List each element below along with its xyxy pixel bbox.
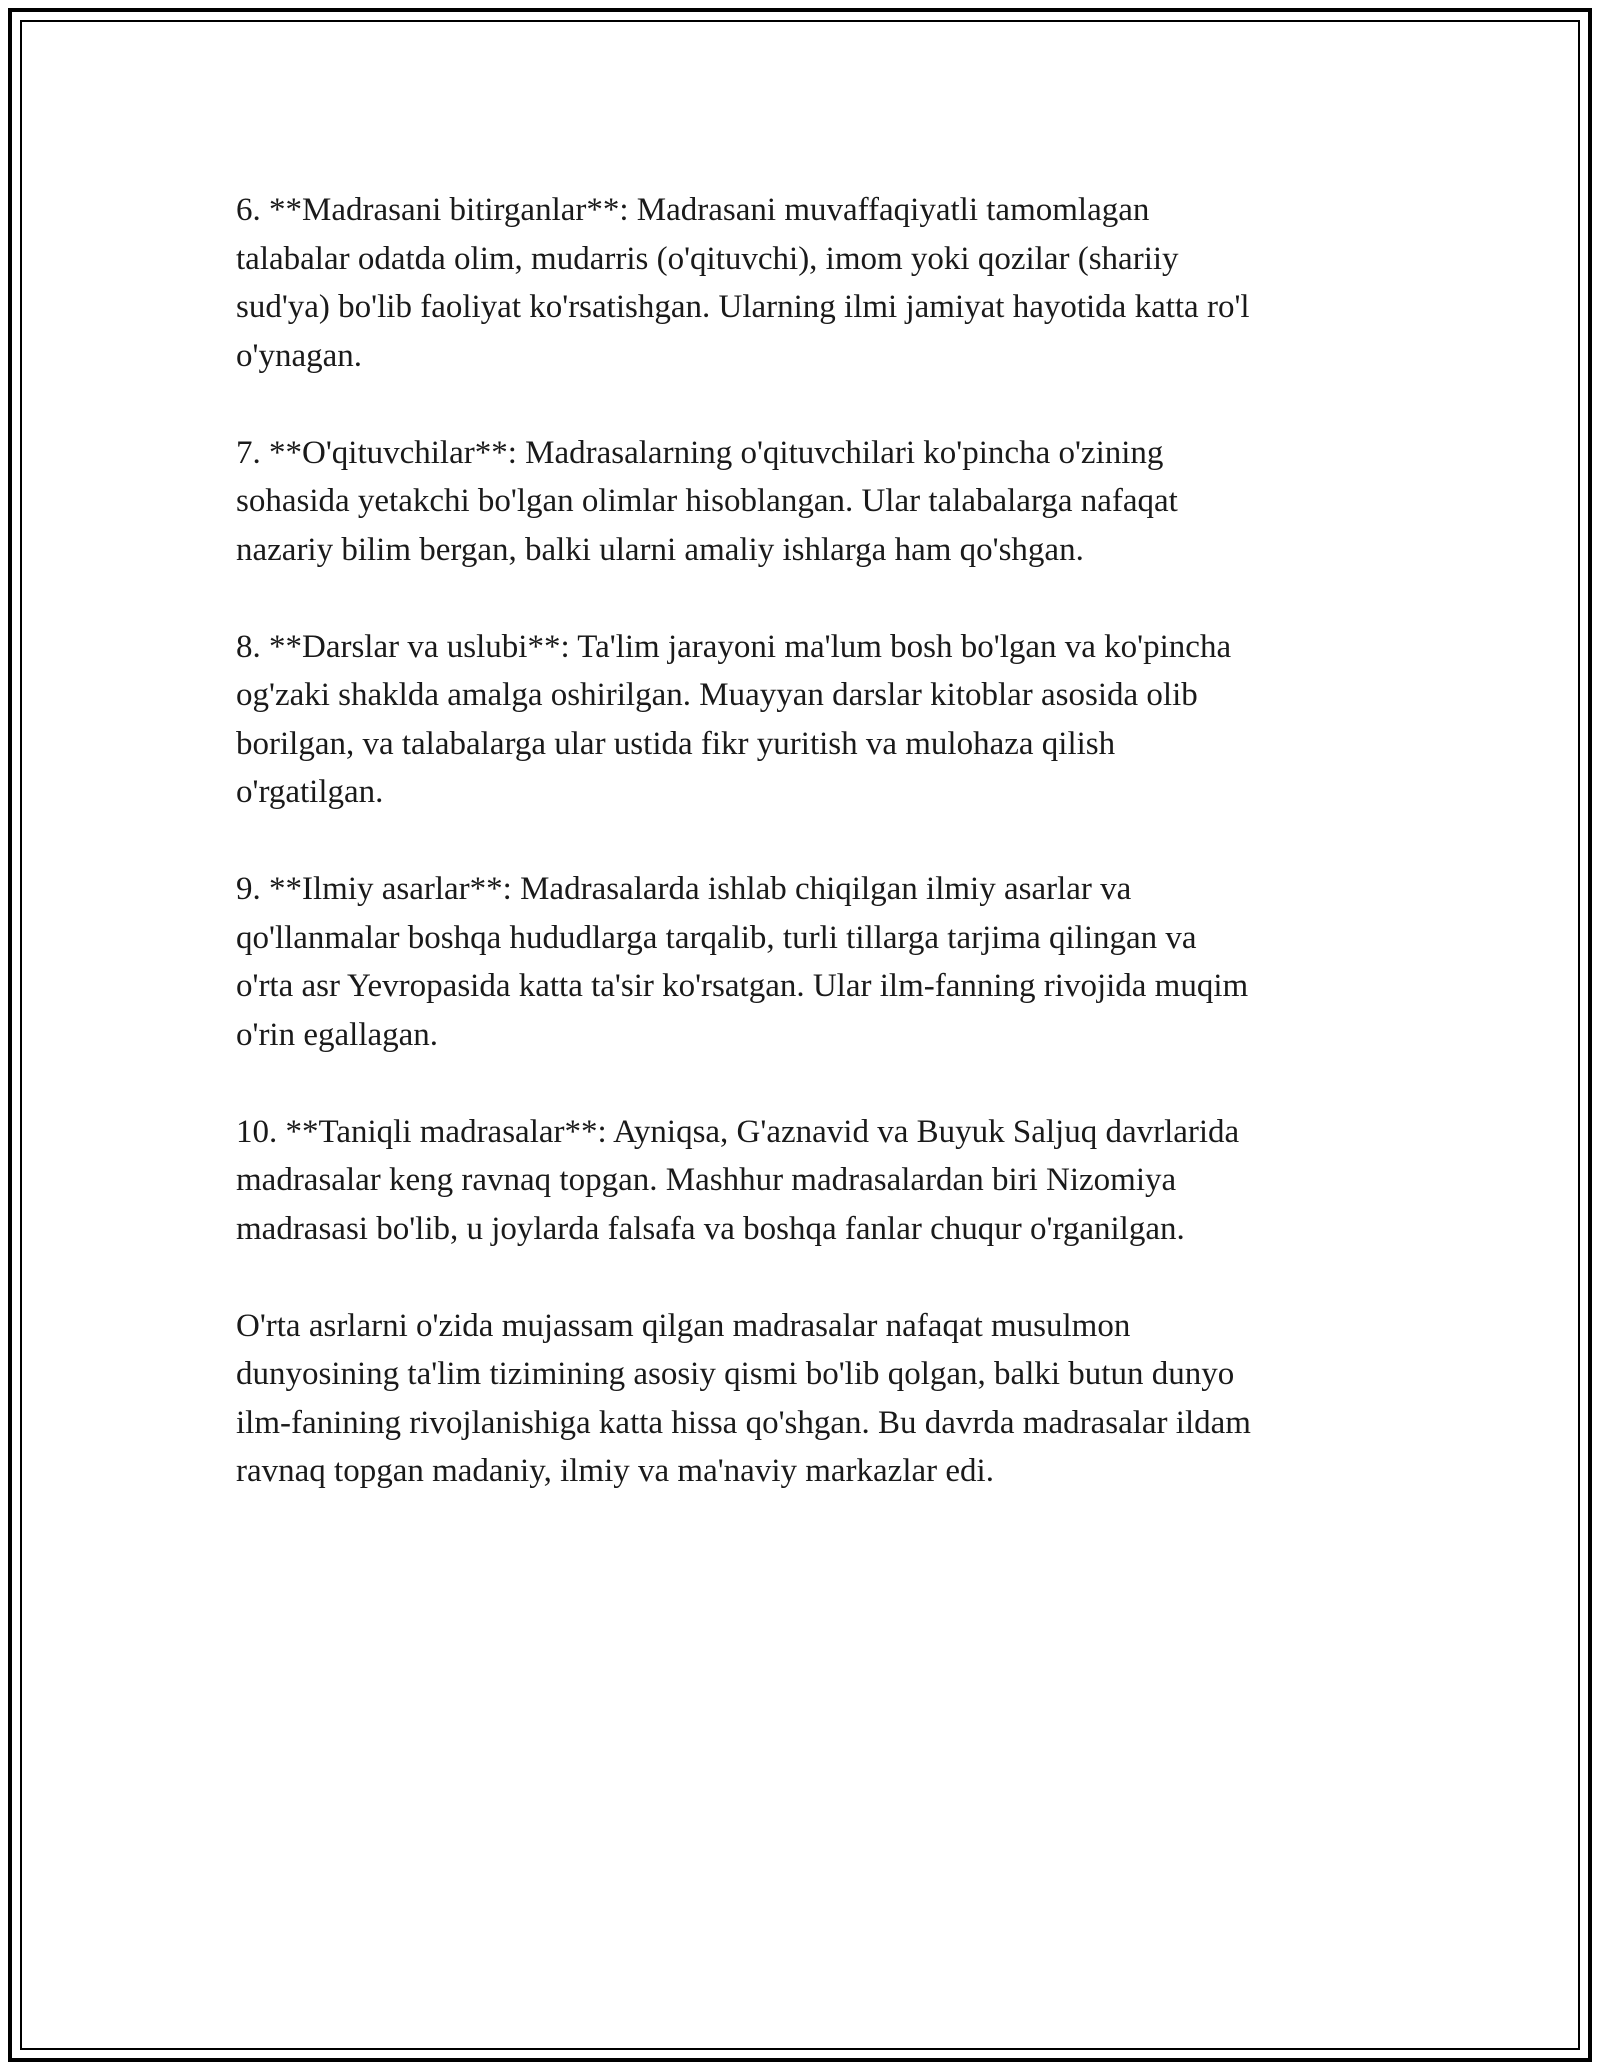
paragraph-graduates: 6. **Madrasani bitirganlar**: Madrasani muvaffaqiyatli tamomlagan talabalar odatda olim, mudarris (o'qituvchi), imom yoki qozilar (shariiy sud'ya) bo'lib faoliyat ko'rsatishgan. Ularning ilmi jamiyat hayotida katta ro'l o'ynagan. (236, 192, 1250, 374)
paragraph-scientific-works: 9. **Ilmiy asarlar**: Madrasalarda ishlab chiqilgan ilmiy asarlar va qo'llanmalar boshqa hududlarga tarqalib, turli tillarga tarjima qilingan va o'rta asr Yevropasida katta ta'sir ko'rsatgan. Ular ilm-fanning rivojida muqim o'rin egallagan. (236, 871, 1249, 1053)
paragraph-famous-madrasas: 10. **Taniqli madrasalar**: Ayniqsa, G'aznavid va Buyuk Saljuq davrlarida madrasalar keng ravnaq topgan. Mashhur madrasalardan biri Nizomiya madrasasi bo'lib, u joylarda falsafa va boshqa fanlar chuqur o'rganilgan. (236, 1113, 1240, 1247)
paragraph-lessons: 8. **Darslar va uslubi**: Ta'lim jarayoni ma'lum bosh bo'lgan va ko'pincha og'zaki shaklda amalga oshirilgan. Muayyan darslar kitoblar asosida olib borilgan, va talabalarga ular ustida fikr yuritish va mulohaza qilish o'rgatilgan. (236, 628, 1232, 810)
paragraph-conclusion: O'rta asrlarni o'zida mujassam qilgan madrasalar nafaqat musulmon dunyosining ta'lim tizimining asosiy qismi bo'lib qolgan, balki butun dunyo ilm-fanining rivojlanishiga katta hissa qo'shgan. Bu davrda madrasalar ildam ravnaq topgan madaniy, ilmiy va ma'naviy markazlar edi. (236, 1307, 1251, 1489)
document-body (236, 186, 1386, 1544)
paragraph-teachers: 7. **O'qituvchilar**: Madrasalarning o'qituvchilari ko'pincha o'zining sohasida yetakchi bo'lgan olimlar hisoblangan. Ular talabalarga nafaqat nazariy bilim bergan, balki ularni amaliy ishlarga ham qo'shgan. (236, 434, 1178, 568)
